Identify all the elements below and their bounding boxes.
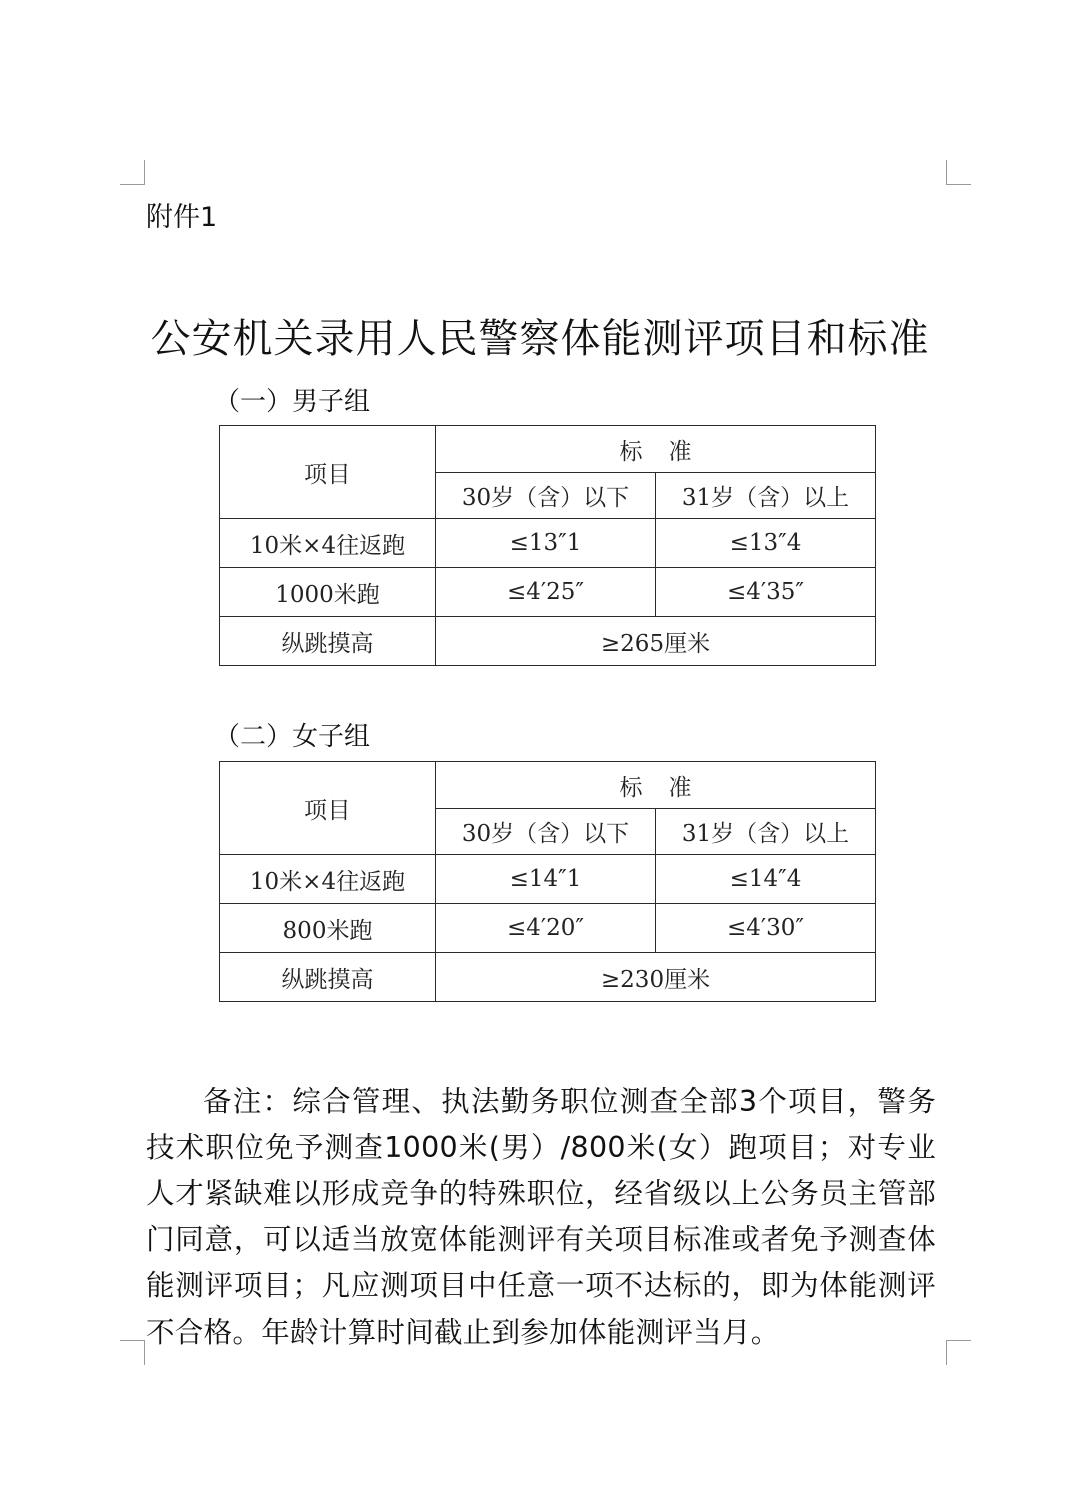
item-name-cell: 10米×4往返跑: [220, 519, 436, 568]
section-heading-men: （一）男子组: [214, 387, 371, 417]
page-corner-mark-bottom-left: [120, 1340, 145, 1365]
standards-table-women: [219, 761, 876, 1002]
attachment-label: 附件1: [146, 202, 218, 233]
standard-value-cell: ≤13″1: [436, 519, 656, 568]
age-group-header-over-31: 31岁（含）以上: [656, 809, 876, 855]
standard-header-cell: 标准: [436, 762, 876, 809]
table-row: [220, 617, 876, 666]
standards-table-men: [219, 425, 876, 666]
standard-value-cell: ≤14″4: [656, 855, 876, 904]
section-heading-women: （二）女子组: [214, 722, 371, 752]
item-name-cell: 800米跑: [220, 904, 436, 953]
standard-header-cell: 标准: [436, 426, 876, 473]
remarks-paragraph: 备注：综合管理、执法勤务职位测查全部3个项目，警务技术职位免予测查1000米(男）/800米(女）跑项目；对专业人才紧缺难以形成竞争的特殊职位，经省级以上公务员主管部门同意，可以适当放宽体能测评有关项目标准或者免予测查体能测评项目；凡应测项目中任意一项不达标的，即为体能测评不合格。年龄计算时间截止到参加体能测评当月。: [146, 1084, 936, 1349]
page-corner-mark-bottom-right: [946, 1340, 971, 1365]
table-row: [220, 953, 876, 1002]
page-corner-mark-top-right: [946, 160, 971, 185]
table-row: [220, 568, 876, 617]
merged-standard-value-cell: ≥265厘米: [436, 617, 876, 666]
page-corner-mark-top-left: [120, 160, 145, 185]
age-group-header-under-30: 30岁（含）以下: [436, 473, 656, 519]
standard-value-cell: ≤14″1: [436, 855, 656, 904]
standard-value-cell: ≤4′35″: [656, 568, 876, 617]
standard-value-cell: ≤13″4: [656, 519, 876, 568]
age-group-header-over-31: 31岁（含）以上: [656, 473, 876, 519]
item-name-cell: 纵跳摸高: [220, 617, 436, 666]
standard-value-cell: ≤4′25″: [436, 568, 656, 617]
item-header-cell: 项目: [220, 762, 436, 855]
item-header-cell: 项目: [220, 426, 436, 519]
item-name-cell: 10米×4往返跑: [220, 855, 436, 904]
table-row: [220, 855, 876, 904]
standard-value-cell: ≤4′20″: [436, 904, 656, 953]
table-row: [220, 904, 876, 953]
standard-value-cell: ≤4′30″: [656, 904, 876, 953]
merged-standard-value-cell: ≥230厘米: [436, 953, 876, 1002]
age-group-header-under-30: 30岁（含）以下: [436, 809, 656, 855]
document-title: 公安机关录用人民警察体能测评项目和标准: [150, 315, 930, 362]
item-name-cell: 纵跳摸高: [220, 953, 436, 1002]
item-name-cell: 1000米跑: [220, 568, 436, 617]
table-row: [220, 519, 876, 568]
